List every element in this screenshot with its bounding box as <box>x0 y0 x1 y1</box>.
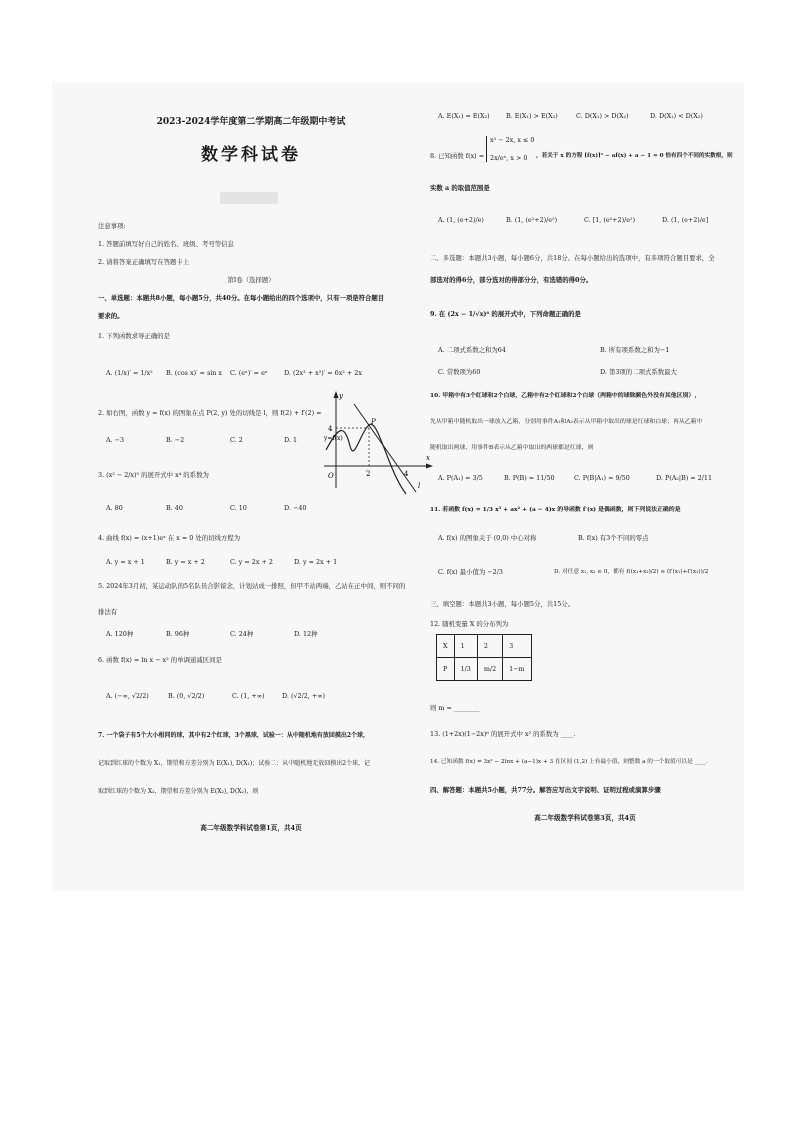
q2-option-d: D. 1 <box>284 436 298 444</box>
q4-option-d: D. y = 2x + 1 <box>294 558 338 566</box>
notes-title: 注意事项: <box>98 222 126 230</box>
q8-option-d: D. (1, (e+2)/e] <box>662 216 709 224</box>
q1-stem: 1. 下列函数求导正确的是 <box>98 332 171 340</box>
table-cell: X <box>437 635 455 658</box>
origin-label: O <box>328 472 334 480</box>
q8-piece-1: x² − 2x, x ≤ 0 <box>490 136 535 144</box>
q2-option-b: B. −2 <box>166 436 185 444</box>
q9-stem: 9. 在 (2x − 1/√x)⁶ 的展开式中，下列命题正确的是 <box>430 310 581 318</box>
table-cell: m/2 <box>477 658 502 681</box>
q1-option-d: D. (2x³ + x²)′ = 6x² + 2x <box>284 369 362 377</box>
q11-option-a: A. f(x) 的图象关于 (0,0) 中心对称 <box>438 534 537 542</box>
note-1: 1. 答题前填写好自己的姓名、班级、考号等信息 <box>98 240 234 248</box>
q5-option-a: A. 120种 <box>106 630 134 638</box>
q5-stem-line-2: 排法有 <box>98 608 118 616</box>
curve-label: y=f(x) <box>324 435 343 442</box>
q10-stem-line-2: 先从甲箱中随机取出一球放入乙箱，分别用事件A₁和A₂表示从甲箱中取出的球是红球和白球；再从乙箱中 <box>430 419 703 425</box>
q10-stem-line-1: 10. 甲箱中有3个红球和2个白球，乙箱中有2个红球和2个白球（两箱中的球除颜色外没有其他区别）， <box>430 392 701 399</box>
q3-option-a: A. 80 <box>106 504 123 512</box>
q6-option-d: D. (√2/2, +∞) <box>282 692 326 700</box>
q10-option-a: A. P(A₁) = 3/5 <box>438 474 483 482</box>
table-cell: 1/3 <box>454 658 477 681</box>
q1-option-b: B. (cos x)′ = sin x <box>166 369 223 377</box>
q12-stem: 12. 随机变量 X 的分布列为 <box>430 620 509 628</box>
page-1-footer: 高二年级数学科试卷第1页，共4页 <box>200 824 302 832</box>
q11-option-d: D. 对任意 x₁, x₂ ≥ 0，都有 f((x₁+x₂)/2) ≤ (f′(x₁)+f′(x₂))/2 <box>554 569 709 575</box>
x-axis-label: x <box>426 454 430 462</box>
section-1-intro-line-2: 要求的。 <box>98 312 124 320</box>
q10-option-c: C. P(B|A₁) = 9/50 <box>574 474 630 482</box>
table-cell: 2 <box>477 635 502 658</box>
q8-piecewise <box>486 136 534 162</box>
q8-stem-b: ，若关于 x 的方程 [f(x)]² − af(x) + a − 1 = 0 恰有四个不同的实数根，则 <box>536 153 733 159</box>
q9-option-a: A. 二项式系数之和为64 <box>438 346 506 354</box>
line-l-label: l <box>418 482 421 490</box>
function-graph-figure <box>324 388 434 500</box>
y-axis-arrow <box>334 391 339 398</box>
q8-option-c: C. [1, (e²+2)/e²) <box>584 216 636 224</box>
point-p-label: P <box>371 418 376 426</box>
q5-option-c: C. 24种 <box>230 630 254 638</box>
page-3-column <box>430 82 740 890</box>
exam-header: 2023-2024学年度第二学期高二年级期中考试 <box>156 117 346 127</box>
q1-option-a: A. (1/x)′ = 1/x² <box>106 369 153 377</box>
q6-option-c: C. (1, +∞) <box>232 692 265 700</box>
q11-stem: 11. 若函数 f(x) = 1/3 x³ + ax² + (a − 4)x 的导函数 f′(x) 是偶函数，则下列说法正确的是 <box>430 506 681 513</box>
q8-option-a: A. (1, (e+2)/e) <box>438 216 484 224</box>
q4-option-a: A. y = x + 1 <box>106 558 145 566</box>
q7-option-d: D. D(X₁) < D(X₂) <box>650 112 703 120</box>
q7-option-b: B. E(X₁) > E(X₂) <box>506 112 558 120</box>
tick-label-2-x: 2 <box>366 470 371 478</box>
page-1-column <box>98 82 430 890</box>
q7-stem-line-3: 取到红球的个数为 X₂，期望和方差分别为 E(X₂), D(X₂)，则 <box>98 788 259 795</box>
q10-stem-line-3: 随机取出两球，用事件B表示从乙箱中取出的两球都是红球，则 <box>430 445 594 451</box>
table-row <box>437 658 532 681</box>
section-2-intro-line-1: 二、多选题：本题共3小题，每小题6分，共18分。在每小题给出的选项中，有多项符合题目要求，全 <box>430 254 715 262</box>
tangent-line-l <box>354 404 416 492</box>
section-1-title: 第Ⅰ卷（选择题） <box>227 276 275 284</box>
q2-option-c: C. 2 <box>230 436 243 444</box>
q12-answer: 则 m = ________ <box>430 704 480 712</box>
section-2-intro-line-2: 部选对的得6分，部分选对的得部分分，有选错的得0分。 <box>430 276 593 284</box>
q4-stem: 4. 曲线 f(x) = (x+1)eˣ 在 x = 0 处的切线方程为 <box>98 534 241 542</box>
q4-option-b: B. y = x + 2 <box>166 558 205 566</box>
q8-option-b: B. (1, (e²+2)/e²) <box>506 216 558 224</box>
q7-option-c: C. D(X₁) > D(X₂) <box>576 112 629 120</box>
q7-stem-line-1: 7. 一个袋子有5个大小相同的球，其中有2个红球，3个黑球，试验一：从中随机地有放回摸出2个球， <box>98 732 370 739</box>
table-cell: 1 <box>454 635 477 658</box>
q6-stem: 6. 函数 f(x) = ln x − x² 的单调递减区间是 <box>98 656 222 664</box>
section-1-intro-line-1: 一、单选题：本题共8小题，每小题5分，共40分。在每小题给出的四个选项中，只有一项是符合题目 <box>98 294 385 302</box>
q9-option-b: B. 所有项系数之和为−1 <box>600 346 670 354</box>
table-cell: 1−m <box>503 658 531 681</box>
q11-option-c: C. f(x) 最小值为 −2/3 <box>438 568 503 576</box>
q11-option-b: B. f(x) 有3个不同的零点 <box>578 534 649 542</box>
q7-option-a: A. E(X₁) = E(X₂) <box>438 112 490 120</box>
distribution-table <box>436 634 532 681</box>
q4-option-c: C. y = 2x + 2 <box>230 558 273 566</box>
q3-stem: 3. (x² − 2/x)⁵ 的展开式中 x⁴ 的系数为 <box>98 471 209 479</box>
q5-stem-line-1: 5. 2024年3月初，某运动队的5名队员合影留念，计划站成一排照，但甲不站两端，乙站在正中间，则不同的 <box>98 582 406 590</box>
q9-option-c: C. 常数项为60 <box>438 368 481 376</box>
q3-option-b: B. 40 <box>166 504 183 512</box>
q1-option-c: C. (eˣ)′ = eˣ <box>230 369 268 377</box>
q5-option-d: D. 12种 <box>294 630 318 638</box>
q3-option-d: D. −40 <box>284 504 307 512</box>
q5-option-b: B. 96种 <box>166 630 190 638</box>
q6-option-b: B. (0, √2/2) <box>168 692 205 700</box>
y-axis-label: y <box>339 392 343 400</box>
q8-stem-c: 实数 a 的取值范围是 <box>430 184 490 192</box>
q8-piece-2: 2x/eˣ, x > 0 <box>490 154 528 162</box>
q14-stem: 14. 已知函数 f(x) = 3x² − 2lnx + (a−1)x + 3 在区间 (1,2) 上有最小值，则整数 a 的一个取值可以是 ____. <box>430 759 708 765</box>
q13-stem: 13. (1+2x)(1−2x)⁶ 的展开式中 x² 的系数为 ____. <box>430 730 576 738</box>
q3-option-c: C. 10 <box>230 504 247 512</box>
q2-stem: 2. 如右图，函数 y = f(x) 的图象在点 P(2, y) 处的切线是 l，则 f(2) + f′(2) = <box>98 409 322 417</box>
table-row <box>437 635 532 658</box>
q7-stem-line-2: 记取到红球的个数为 X₁，期望和方差分别为 E(X₁), D(X₁)；试验二：从中随机地无放回摸出2个球，记 <box>98 760 371 767</box>
page-3-footer: 高二年级数学科试卷第3页，共4页 <box>534 814 636 822</box>
q9-option-d: D. 第3项的二项式系数最大 <box>600 368 677 376</box>
page-title: 数学科试卷 <box>201 145 301 165</box>
redacted-stamp <box>220 192 278 204</box>
q8-stem-a: 8. 已知函数 f(x) = <box>430 152 485 160</box>
q10-option-b: B. P(B) = 11/50 <box>504 474 555 482</box>
table-cell: P <box>437 658 455 681</box>
section-4-intro: 四、解答题：本题共5小题，共77分。解答应写出文字说明、证明过程或演算步骤 <box>430 786 661 794</box>
q2-option-a: A. −3 <box>106 436 125 444</box>
tick-label-4-x: 4 <box>404 470 409 478</box>
section-3-intro: 三、填空题：本题共3小题，每小题5分，共15分。 <box>430 600 575 608</box>
q10-option-d: D. P(A₂|B) = 2/11 <box>656 474 713 482</box>
table-cell: 3 <box>503 635 531 658</box>
note-2: 2. 请将答案正确填写在答题卡上 <box>98 258 190 266</box>
tick-label-4-y: 4 <box>328 425 333 433</box>
q6-option-a: A. (−∞, √2/2) <box>106 692 149 700</box>
exam-sheet <box>52 82 744 890</box>
